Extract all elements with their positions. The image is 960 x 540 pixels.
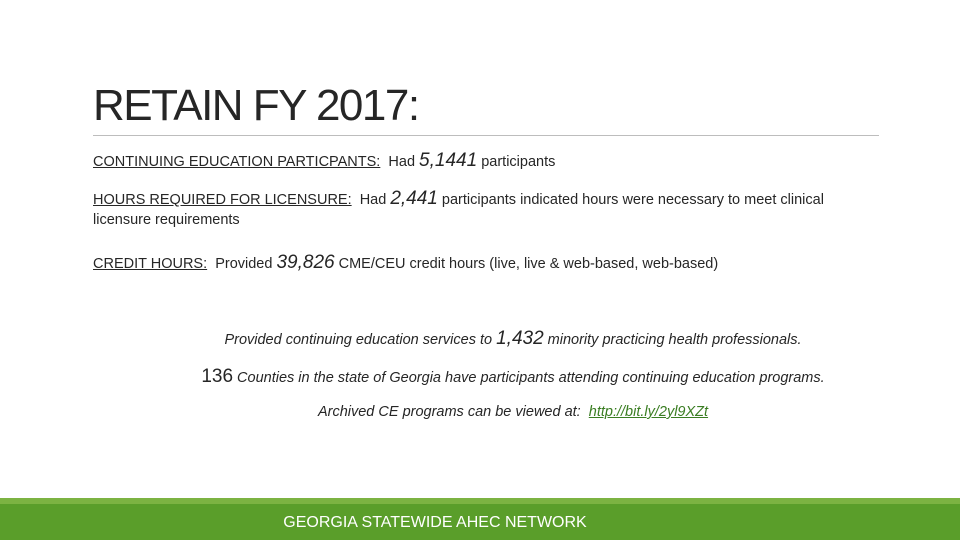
ce-participants-value: 5,1441: [419, 150, 478, 171]
counties-value: 136: [201, 366, 234, 387]
licensure-value: 2,441: [390, 188, 438, 209]
ce-participants-label: CONTINUING EDUCATION PARTICPANTS:: [93, 154, 381, 170]
minority-pre: Provided continuing education services to: [224, 332, 493, 348]
credit-hours-value: 39,826: [276, 252, 335, 273]
licensure-post: participants indicated hours were necessary to meet clinical: [441, 192, 824, 208]
ce-participants-pre: Had: [388, 154, 416, 170]
licensure-label: HOURS REQUIRED FOR LICENSURE:: [93, 192, 352, 208]
archive-pre: Archived CE programs can be viewed at:: [317, 404, 581, 420]
archive-link[interactable]: http://bit.ly/2yl9XZt: [588, 404, 709, 420]
minority-post: minority practicing health professionals.: [547, 332, 802, 348]
licensure-pre: Had: [359, 192, 387, 208]
counties-highlight: [33, 365, 960, 390]
ce-participants-row: [93, 150, 555, 173]
licensure-row-cont: [93, 209, 240, 231]
credit-hours-post: CME/CEU credit hours (live, live & web-based, web-based): [338, 256, 719, 272]
credit-hours-label: CREDIT HOURS:: [93, 256, 208, 272]
credit-hours-row: [93, 252, 718, 275]
counties-post: Counties in the state of Georgia have participants attending continuing education programs.: [237, 370, 825, 386]
licensure-row: [93, 188, 824, 211]
minority-highlight: [33, 327, 960, 352]
footer-title: GEORGIA STATEWIDE AHEC NETWORK: [283, 514, 587, 531]
page-title: RETAIN FY 2017:: [93, 81, 419, 130]
minority-value: 1,432: [496, 328, 544, 349]
title-divider: [93, 135, 879, 136]
ce-participants-post: participants: [481, 154, 556, 170]
credit-hours-pre: Provided: [215, 256, 273, 272]
licensure-post2: licensure requirements: [93, 212, 240, 228]
archive-highlight: [33, 400, 960, 424]
